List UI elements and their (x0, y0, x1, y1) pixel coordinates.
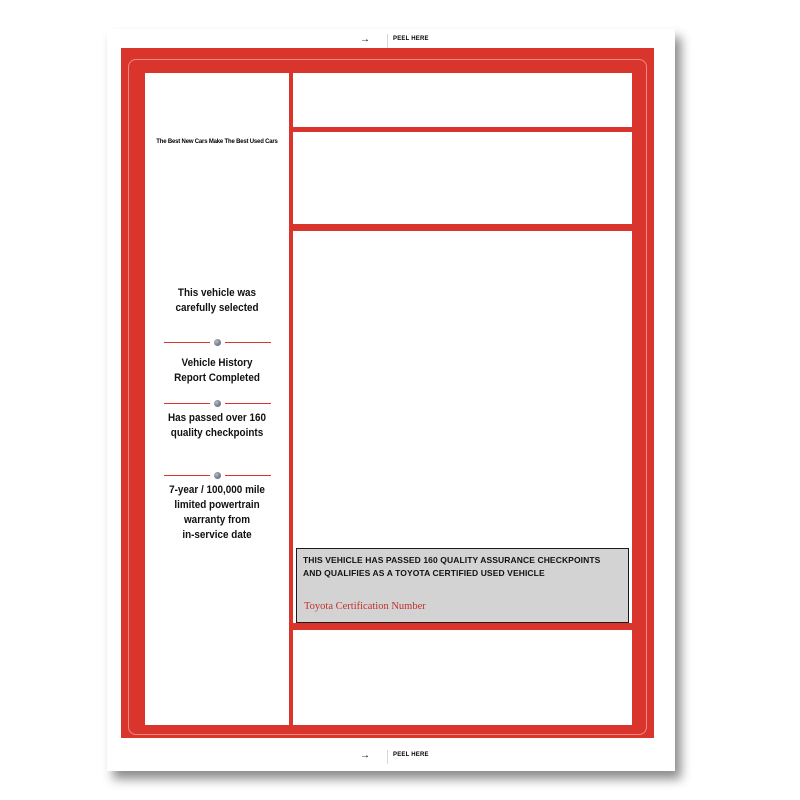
feature-quality-checkpoints (152, 411, 282, 441)
peel-strip-bottom[interactable] (107, 750, 675, 764)
separator-line (164, 475, 210, 476)
bottom-blank-box (293, 630, 632, 725)
peel-strip-top[interactable] (107, 34, 675, 48)
separator-line (164, 403, 210, 404)
bullet-dot-icon (214, 472, 221, 479)
feature-line: Report Completed (174, 372, 260, 384)
bullet-dot-icon (214, 339, 221, 346)
certification-box (296, 548, 629, 623)
second-blank-box (293, 132, 632, 224)
feature-line: Vehicle History (181, 357, 253, 369)
feature-line: 7-year / 100,000 mile (169, 484, 265, 496)
peel-divider (387, 34, 388, 48)
arrow-right-icon: → (360, 750, 370, 761)
peel-label-bottom: PEEL HERE (393, 752, 429, 758)
feature-carefully-selected (152, 286, 282, 316)
feature-line: This vehicle was (177, 287, 257, 299)
feature-line: quality checkpoints (170, 427, 264, 439)
certification-line: AND QUALIFIES AS A TOYOTA CERTIFIED USED VEHICLE (303, 568, 545, 578)
separator-line (225, 342, 271, 343)
feature-history-report (152, 356, 282, 386)
feature-line: warranty from (183, 514, 251, 526)
peel-label-top: PEEL HERE (393, 36, 429, 42)
feature-separator (164, 472, 271, 479)
certification-number-label: Toyota Certification Number (304, 601, 426, 612)
arrow-right-icon: → (360, 34, 370, 45)
certification-statement (303, 554, 600, 580)
certification-line: THIS VEHICLE HAS PASSED 160 QUALITY ASSURANCE CHECKPOINTS (303, 555, 601, 565)
top-blank-box (293, 73, 632, 127)
feature-separator (164, 400, 271, 407)
feature-line: carefully selected (175, 302, 259, 314)
bullet-dot-icon (214, 400, 221, 407)
feature-line: in-service date (182, 529, 252, 541)
separator-line (164, 342, 210, 343)
tagline: The Best New Cars Make The Best Used Cars (156, 138, 278, 145)
feature-powertrain-warranty (152, 483, 282, 543)
feature-line: Has passed over 160 (168, 412, 266, 424)
feature-line: limited powertrain (174, 499, 260, 511)
separator-line (225, 403, 271, 404)
separator-line (225, 475, 271, 476)
peel-divider (387, 750, 388, 764)
feature-separator (164, 339, 271, 346)
left-info-column (145, 73, 289, 725)
